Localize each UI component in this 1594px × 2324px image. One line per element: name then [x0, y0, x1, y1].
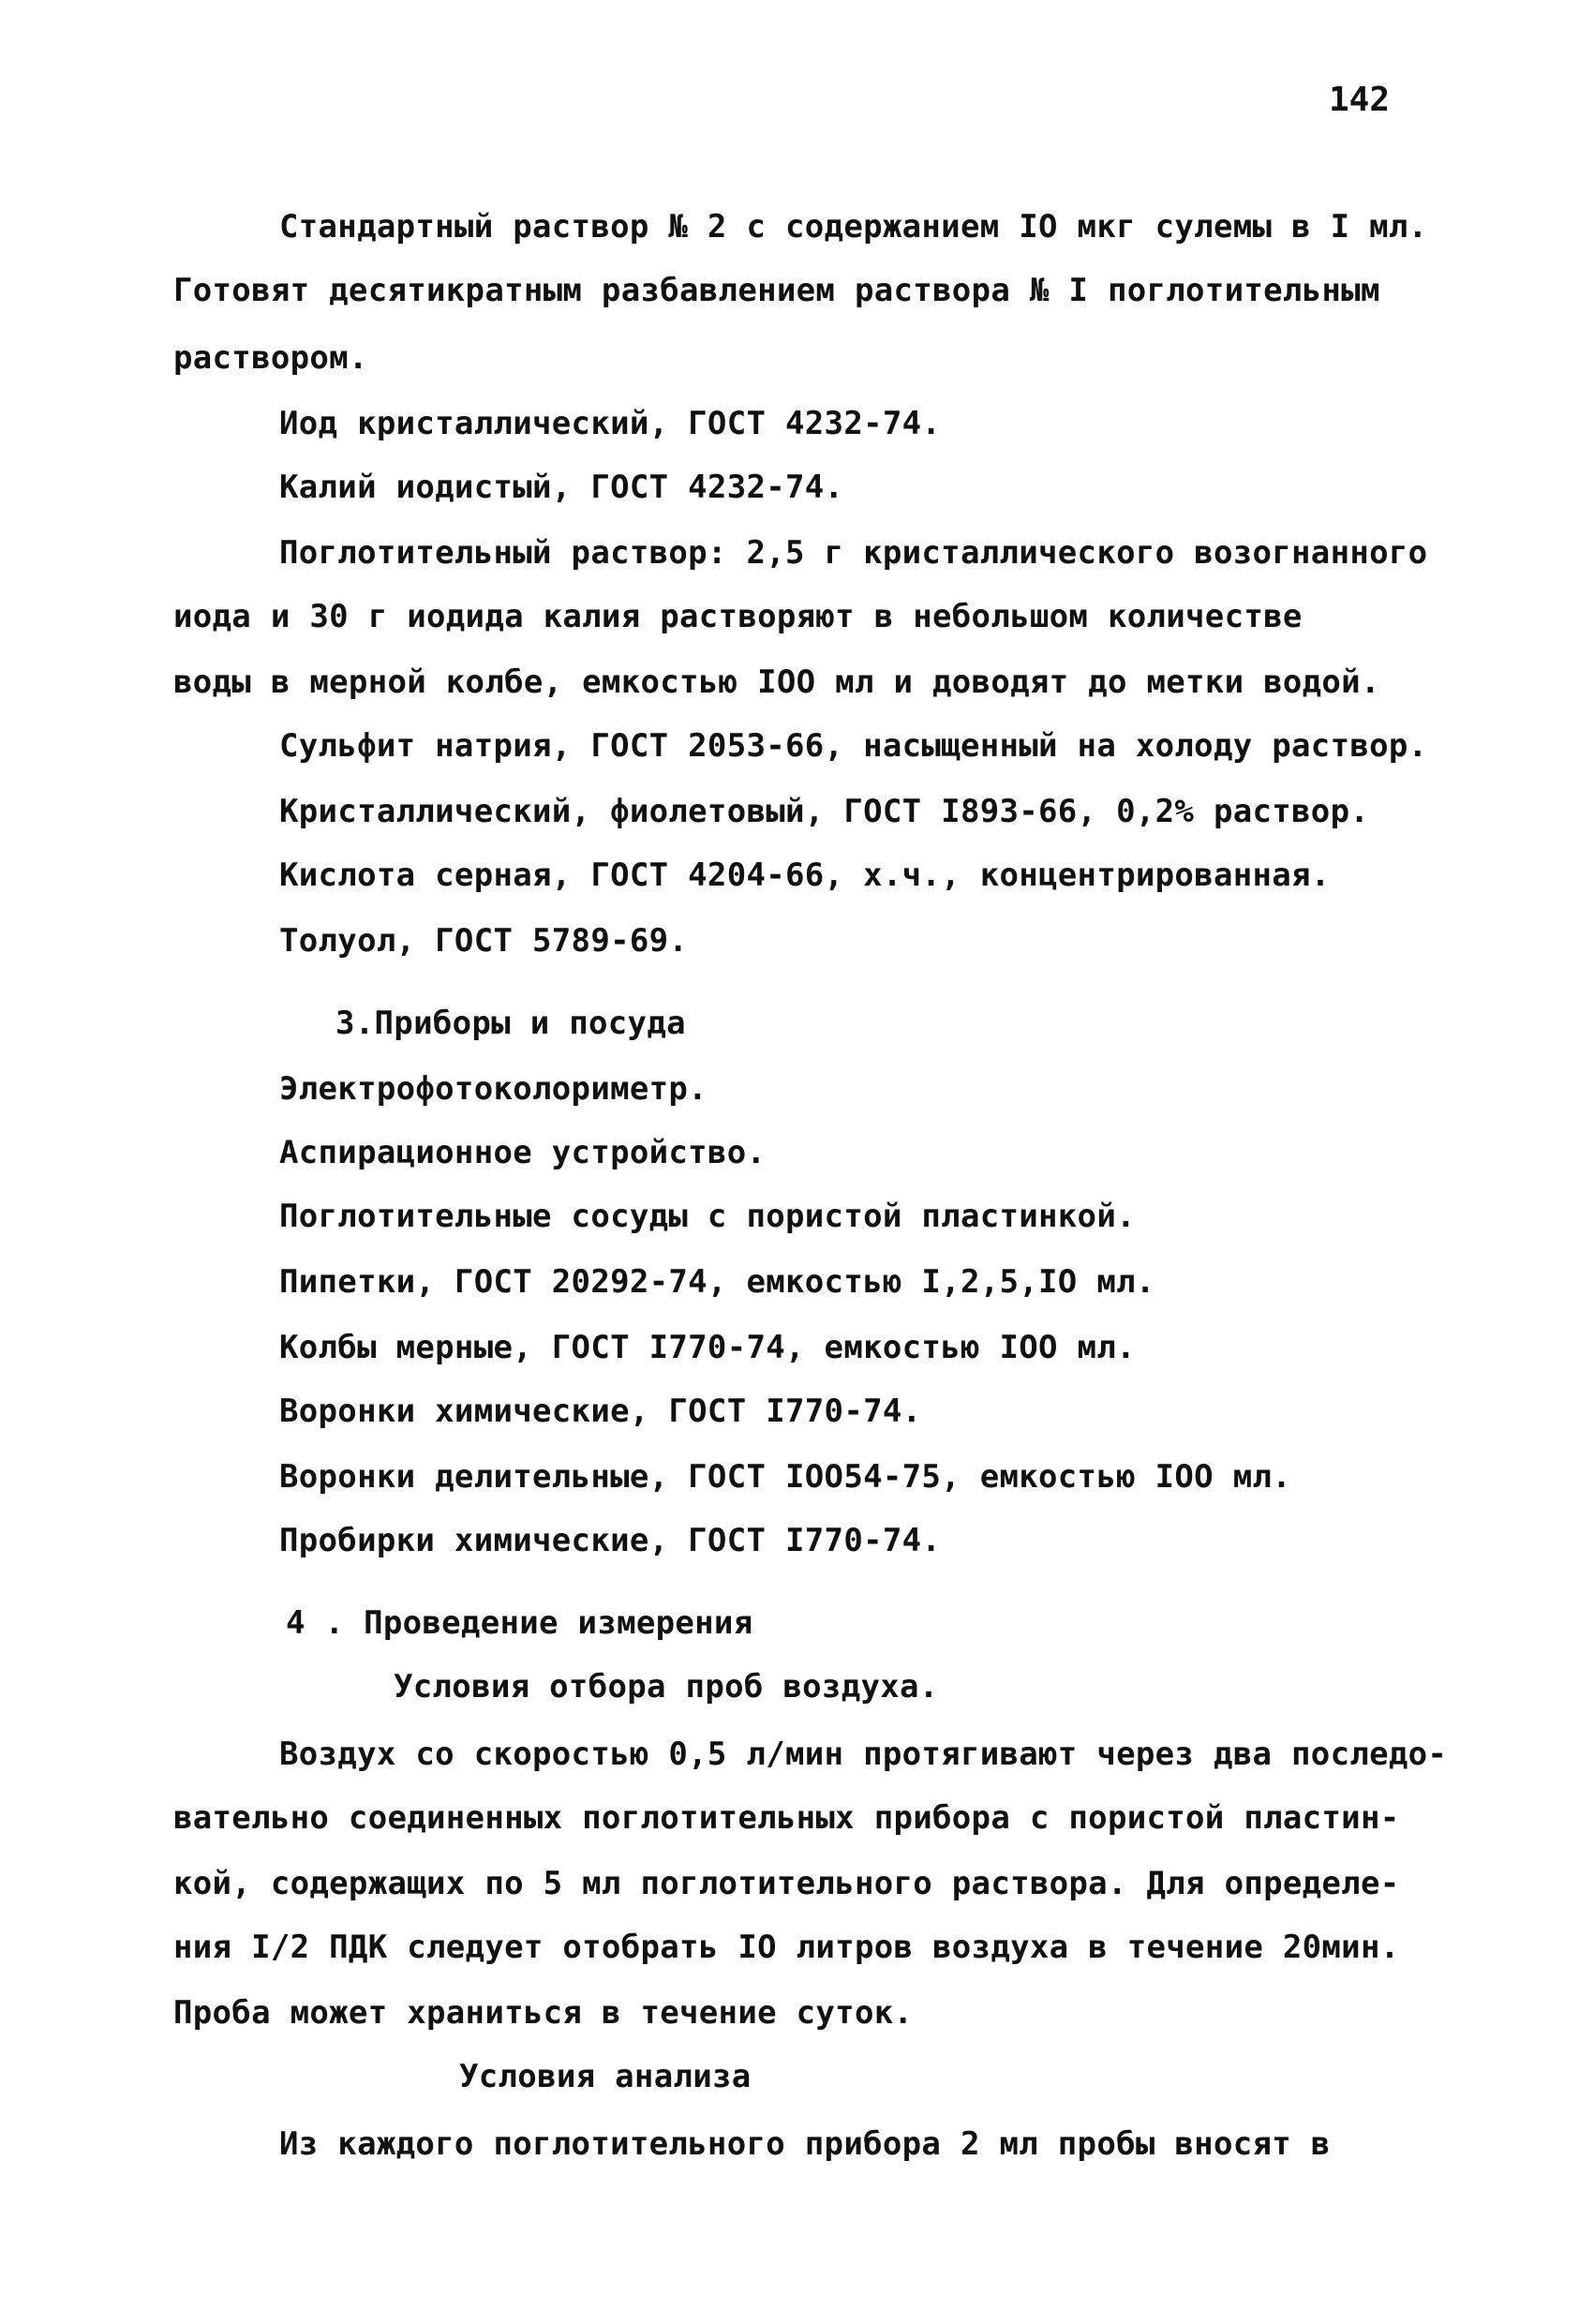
std-solution-2-prep-line: Готовят десятикратным разбавлением раствора № I поглотительным: [173, 272, 1380, 309]
std-solution-2-line: Стандартный раствор № 2 с содержанием IO мкг сулемы в I мл.: [279, 208, 1428, 246]
equipment-item: Воронки делительные, ГОСТ IOO54-75, емкостью IOO мл.: [279, 1458, 1292, 1496]
sampling-text-line: вательно соединенных поглотительных прибора с пористой пластин-: [173, 1799, 1400, 1837]
equipment-item: Электрофотоколориметр.: [279, 1070, 708, 1108]
sampling-text-line: Воздух со скоростью 0,5 л/мин протягивают через два последо-: [279, 1736, 1448, 1773]
sulfuric-acid-line: Кислота серная, ГОСТ 4204-66, х.ч., концентрированная.: [279, 857, 1331, 894]
analysis-text-line: Из каждого поглотительного прибора 2 мл пробы вносят в: [279, 2125, 1331, 2163]
potassium-iodide-line: Калий иодистый, ГОСТ 4232-74.: [279, 469, 844, 506]
equipment-item: Воронки химические, ГОСТ I770-74.: [279, 1393, 922, 1430]
std-solution-2-prep-end-line: раствором.: [173, 339, 368, 377]
analysis-heading: Условия анализа: [459, 2058, 752, 2095]
equipment-item: Пробирки химические, ГОСТ I770-74.: [279, 1522, 942, 1559]
iodine-line: Иод кристаллический, ГОСТ 4232-74.: [279, 405, 942, 442]
equipment-item: Пипетки, ГОСТ 20292-74, емкостью I,2,5,IO мл.: [279, 1263, 1155, 1301]
equipment-item: Колбы мерные, ГОСТ I770-74, емкостью IOO мл.: [279, 1329, 1136, 1366]
sodium-sulfite-line: Сульфит натрия, ГОСТ 2053-66, насыщенный на холоду раствор.: [279, 727, 1428, 765]
page-number: 142: [1329, 81, 1391, 119]
measurement-heading: 4 . Проведение измерения: [286, 1604, 753, 1642]
absorbing-solution-line-2: иода и 30 г иодида калия растворяют в небольшом количестве: [173, 598, 1303, 635]
sampling-text-line: Проба может храниться в течение суток.: [173, 1994, 914, 2032]
absorbing-solution-line-3: воды в мерной колбе, емкостью IOO мл и доводят до метки водой.: [173, 663, 1380, 701]
equipment-heading: 3.Приборы и посуда: [335, 1005, 686, 1042]
sampling-heading: Условия отбора проб воздуха.: [394, 1668, 939, 1706]
absorbing-solution-line-1: Поглотительный раствор: 2,5 г кристаллического возогнанного: [279, 534, 1428, 572]
equipment-item: Поглотительные сосуды с пористой пластинкой.: [279, 1198, 1136, 1235]
equipment-item: Аспирационное устройство.: [279, 1134, 767, 1171]
sampling-text-line: кой, содержащих по 5 мл поглотительного раствора. Для определе-: [173, 1865, 1400, 1902]
crystal-violet-line: Кристаллический, фиолетовый, ГОСТ I893-66, 0,2% раствор.: [279, 793, 1370, 830]
sampling-text-line: ния I/2 ПДК следует отобрать IO литров воздуха в течение 20мин.: [173, 1929, 1400, 1966]
toluene-line: Толуол, ГОСТ 5789-69.: [279, 922, 689, 960]
